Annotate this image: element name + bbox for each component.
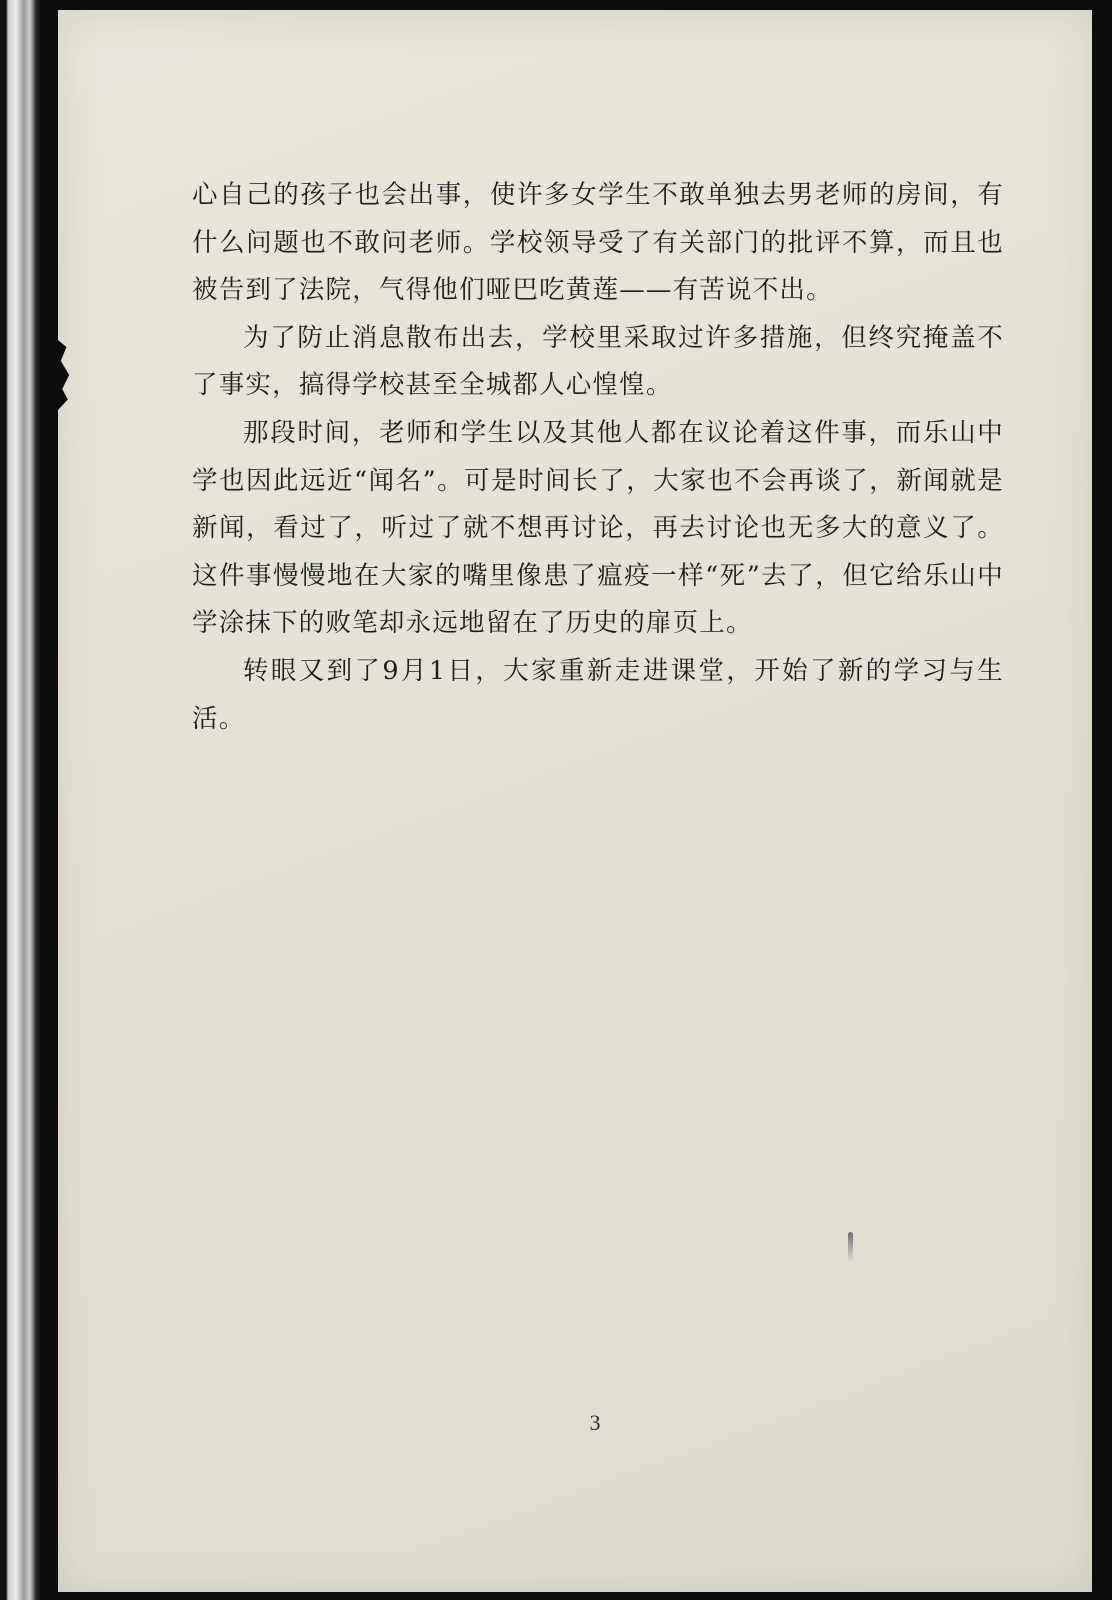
page-number: 3 xyxy=(589,1410,601,1435)
paragraph-4: 转眼又到了9月1日，大家重新走进课堂，开始了新的学习与生活。 xyxy=(192,655,1004,734)
binder-edge xyxy=(0,0,40,1600)
paragraph-1: 心自己的孩子也会出事，使许多女学生不敢单独去男老师的房间，有什么问题也不敢问老师。学校领导受了有关部门的批评不算，而且也被告到了法院，气得他们哑巴吃黄莲——有苦说不出。 xyxy=(192,180,1004,306)
paper-speck xyxy=(848,1232,853,1262)
paragraph-3: 那段时间，老师和学生以及其他人都在议论着这件事，而乐山中学也因此远近“闻名”。可是时间长了，大家也不会再谈了，新闻就是新闻，看过了，听过了就不想再讨论，再去讨论也无多大的意义了。这件事慢慢地在大家的嘴里像患了瘟疫一样“死”去了，但它给乐山中学涂抹下的败笔却永远地留在了历史的扉页上。 xyxy=(192,417,1004,639)
paragraph-2: 为了防止消息散布出去，学校里采取过许多措施，但终究掩盖不了事实，搞得学校甚至全城都人心惶惶。 xyxy=(192,322,1004,401)
body-text xyxy=(192,172,1004,743)
